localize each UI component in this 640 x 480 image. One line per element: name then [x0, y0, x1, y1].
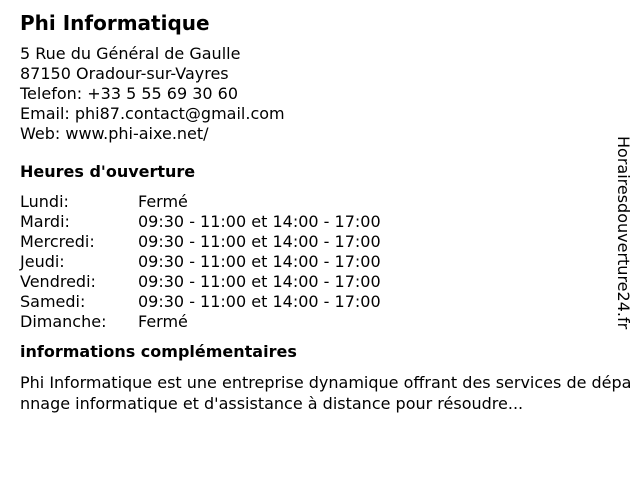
hours-day-value: 09:30 - 11:00 et 14:00 - 17:00	[138, 232, 381, 251]
hours-day-value: 09:30 - 11:00 et 14:00 - 17:00	[138, 292, 381, 311]
address-city: 87150 Oradour-sur-Vayres	[20, 64, 229, 83]
hours-day-label: Dimanche:	[20, 312, 107, 331]
hours-day-value: 09:30 - 11:00 et 14:00 - 17:00	[138, 272, 381, 291]
email-line: Email: phi87.contact@gmail.com	[20, 104, 285, 123]
hours-row-mercredi	[20, 232, 616, 252]
address-street: 5 Rue du Général de Gaulle	[20, 44, 241, 63]
hours-row-mardi	[20, 212, 616, 232]
hours-row-vendredi	[20, 272, 616, 292]
website-line: Web: www.phi-aixe.net/	[20, 124, 209, 143]
info-section-title: informations complémentaires	[20, 342, 297, 361]
info-description: Phi Informatique est une entreprise dynamique offrant des services de dépannage informatique et d'assistance à distance pour résoudre...	[20, 373, 632, 413]
hours-day-label: Mercredi:	[20, 232, 95, 251]
hours-day-value: 09:30 - 11:00 et 14:00 - 17:00	[138, 212, 381, 231]
phone-line: Telefon: +33 5 55 69 30 60	[20, 84, 239, 103]
hours-row-lundi	[20, 192, 616, 212]
hours-day-label: Jeudi:	[20, 252, 65, 271]
hours-row-jeudi	[20, 252, 616, 272]
hours-day-value: 09:30 - 11:00 et 14:00 - 17:00	[138, 252, 381, 271]
hours-day-value: Fermé	[138, 312, 188, 331]
hours-day-label: Samedi:	[20, 292, 86, 311]
hours-day-value: Fermé	[138, 192, 188, 211]
hours-section-title: Heures d'ouverture	[20, 162, 196, 181]
hours-day-label: Vendredi:	[20, 272, 96, 291]
business-name: Phi Informatique	[20, 11, 210, 35]
hours-day-label: Mardi:	[20, 212, 70, 231]
side-brand-watermark: Horairesdouverture24.fr	[614, 136, 633, 330]
hours-list	[20, 192, 616, 332]
hours-row-dimanche	[20, 312, 616, 332]
hours-row-samedi	[20, 292, 616, 312]
hours-day-label: Lundi:	[20, 192, 69, 211]
